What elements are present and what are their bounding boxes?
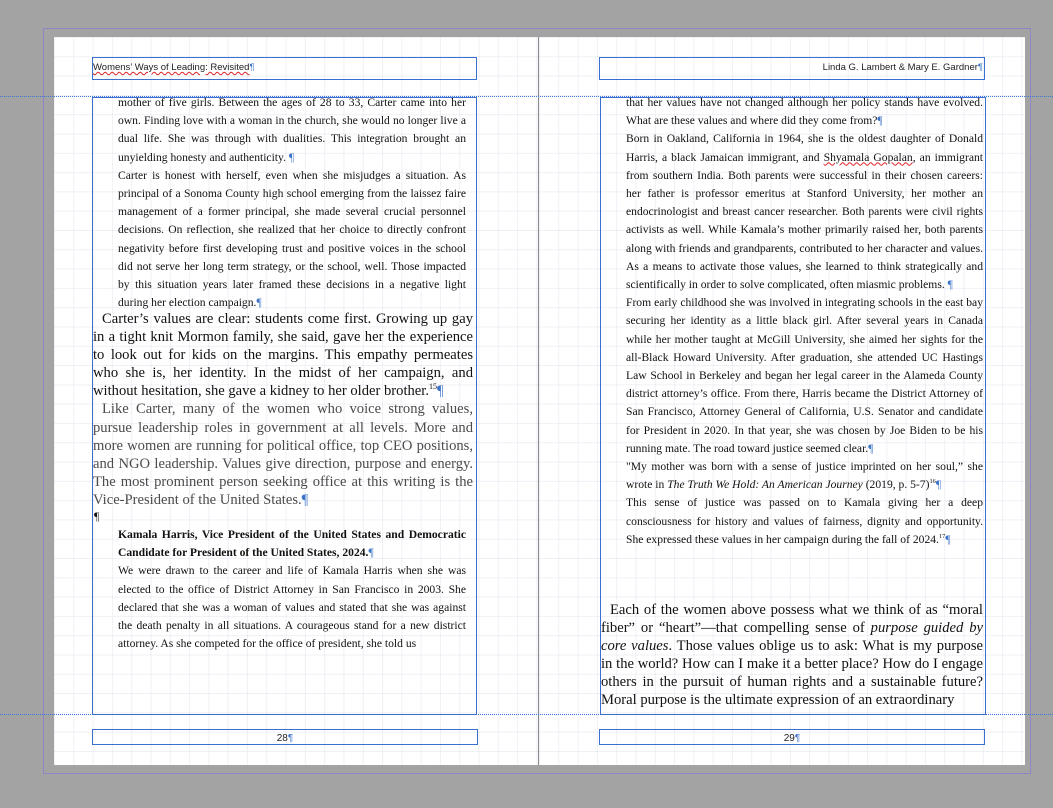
harris-section-right: [626, 94, 983, 549]
spellcheck-flag-gopalan: Shyamala Gopalan: [823, 150, 913, 164]
body-text-left: [93, 310, 473, 509]
harris-paragraph-4: "My mother was born with a sense of justice imprinted on her soul,” she wrote in The Truth We Hold: An American Journey (2019, p. 5-7)$^{16}$¶: [626, 460, 983, 492]
harris-paragraph-1: that her values have not changed although her policy stands have evolved. What are these values and where did they come from?¶: [626, 96, 983, 128]
body-text-right: [601, 601, 983, 710]
harris-section-left: [118, 526, 466, 653]
like-carter-paragraph: Like Carter, many of the women who voice strong values, pursue leadership roles in government at all levels. More and more women are running for political office, top CEO positions, and NGO leadership. Values give direction, purpose and energy. The most prominent person seeking office at this writing is the Vice-President of the United States.¶: [93, 401, 473, 508]
spread-spine: [538, 37, 539, 765]
harris-paragraph-2: Born in Oakland, California in 1964, she is the oldest daughter of Donald Harris, a black Jamaican immigrant, and Shyamala Gopalan, an immigrant from southern India. Both parents were successful in their chosen careers: her father is professor emeritus at Stanford University, her mother an endocrinologist and breast cancer researcher. Both parents were civil rights activists as well. While Kamala’s mother primarily raised her, both parents along with friends and grandparents, contributed to her character and values. As a means to activate those values, she learned to think strategically and scientifically in order to solve complicated, often miasmic problems. ¶: [626, 132, 983, 292]
page-number-left: 28¶: [276, 733, 294, 744]
carter-paragraph-1: mother of five girls. Between the ages of 28 to 33, Carter came into her own. Finding love with a woman in the church, she would no longer live a dual life. She was through with dualities. This integration brought an unyielding honesty and authenticity. ¶: [118, 96, 466, 164]
harris-paragraph-3: From early childhood she was involved in integrating schools in the east bay securing her identity as a little black girl. After several years in Canada while her mother taught at McGill University, she aimed her sights for the all-Black Howard University. After graduation, she attended UC Hastings Law School in Berkeley and began her legal career in the Alameda County district attorney’s office. From there, Harris became the District Attorney of San Francisco, Attorney General of California, U.S. Senator and candidate for President in 2020. In that year, she was chosen by Joe Biden to be his running mate. The road toward justice seemed clear.¶: [626, 296, 983, 455]
footnote-ref-16[interactable]: 16: [929, 478, 936, 486]
values-paragraph: Carter’s values are clear: students come first. Growing up gay in a tight knit Mormon family, she said, gave her the experience to look out for kids on the margins. This empathy permeates who she is, her identity. In the midst of her campaign, and without hesitation, she gave a kidney to her older brother.$^{15}$¶: [93, 311, 473, 400]
harris-heading: Kamala Harris, Vice President of the United States and Democratic Candidate for President of the United States, 2024.¶: [118, 528, 466, 560]
harris-intro: We were drawn to the career and life of Kamala Harris when she was elected to the office of District Attorney in San Francisco in 2003. She declared that she was a woman of values and stated that she was against the death penalty in all situations. A courageous stand for a new district attorney. As she competed for the office of president, she told us: [118, 564, 466, 651]
moral-purpose-paragraph: Each of the women above possess what we think of as “moral fiber” or “heart”—that compelling sense of purpose guided by core values. Those values oblige us to ask: What is my purpose in the world? How can I make it a better place? How do I engage others in the pursuit of human rights and a sustainable future? Moral purpose is the ultimate expression of an extraordinary: [601, 602, 983, 709]
harris-paragraph-5: This sense of justice was passed on to Kamala giving her a deep consciousness for history and values of fairness, dignity and opportunity. She expressed these values in her campaign during the fall of 2024.17¶: [626, 496, 983, 546]
left-running-header: Womens’ Ways of Leading: Revisited¶: [93, 62, 255, 73]
carter-block: [118, 94, 466, 312]
empty-paragraph-mark: ¶: [94, 510, 100, 523]
carter-paragraph-2: Carter is honest with herself, even when she misjudges a situation. As principal of a Sonoma County high school emerging from the laissez faire management of a former principal, she made several crucial personnel decisions. On reflection, she realized that her choice to directly confront negativity before first developing trust and positive voices in the school did not serve her long term strategy, or the school, well. Those impacted by this situation years later framed these decisions in a negative light during her election campaign.¶: [118, 168, 466, 310]
spellcheck-flag-womens: Womens’ Ways of Leading: Revisited: [93, 62, 250, 73]
right-running-header: Linda G. Lambert & Mary E. Gardner¶: [822, 62, 983, 73]
footnote-ref-17[interactable]: 17: [938, 533, 946, 541]
page-number-right: 29¶: [783, 733, 801, 744]
footnote-ref-15[interactable]: 15: [428, 382, 437, 392]
